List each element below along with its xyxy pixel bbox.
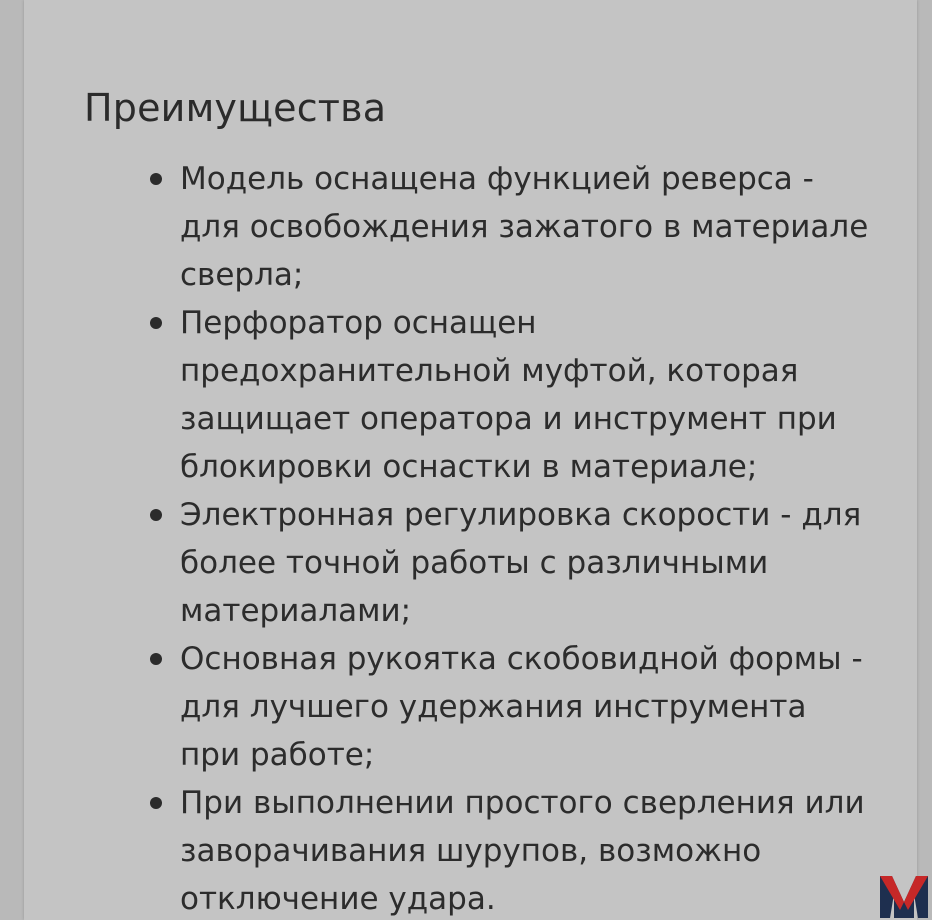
bullet-icon [150, 317, 162, 329]
list-item [180, 635, 870, 779]
bullet-icon [150, 797, 162, 809]
list-item [180, 299, 870, 491]
list-item [180, 491, 870, 635]
bullet-icon [150, 653, 162, 665]
bullet-icon [150, 509, 162, 521]
list-item-text: Электронная регулировка скорости - для более точной работы с различными материалами; [180, 497, 862, 629]
list-item [180, 779, 870, 920]
list-item [180, 155, 870, 299]
list-item-text: Основная рукоятка скобовидной формы - для лучшего удержания инструмента при работе; [180, 641, 863, 773]
list-item-text: Модель оснащена функцией реверса - для освобождения зажатого в материале сверла; [180, 161, 869, 293]
advantages-list [180, 155, 880, 920]
list-item-text: При выполнении простого сверления или заворачивания шурупов, возможно отключение удара. [180, 785, 865, 917]
m-logo-icon [878, 872, 930, 920]
section-title: Преимущества [84, 86, 387, 130]
list-item-text: Перфоратор оснащен предохранительной муфтой, которая защищает оператора и инструмент при блокировки оснастки в материале; [180, 305, 837, 485]
bullet-icon [150, 173, 162, 185]
